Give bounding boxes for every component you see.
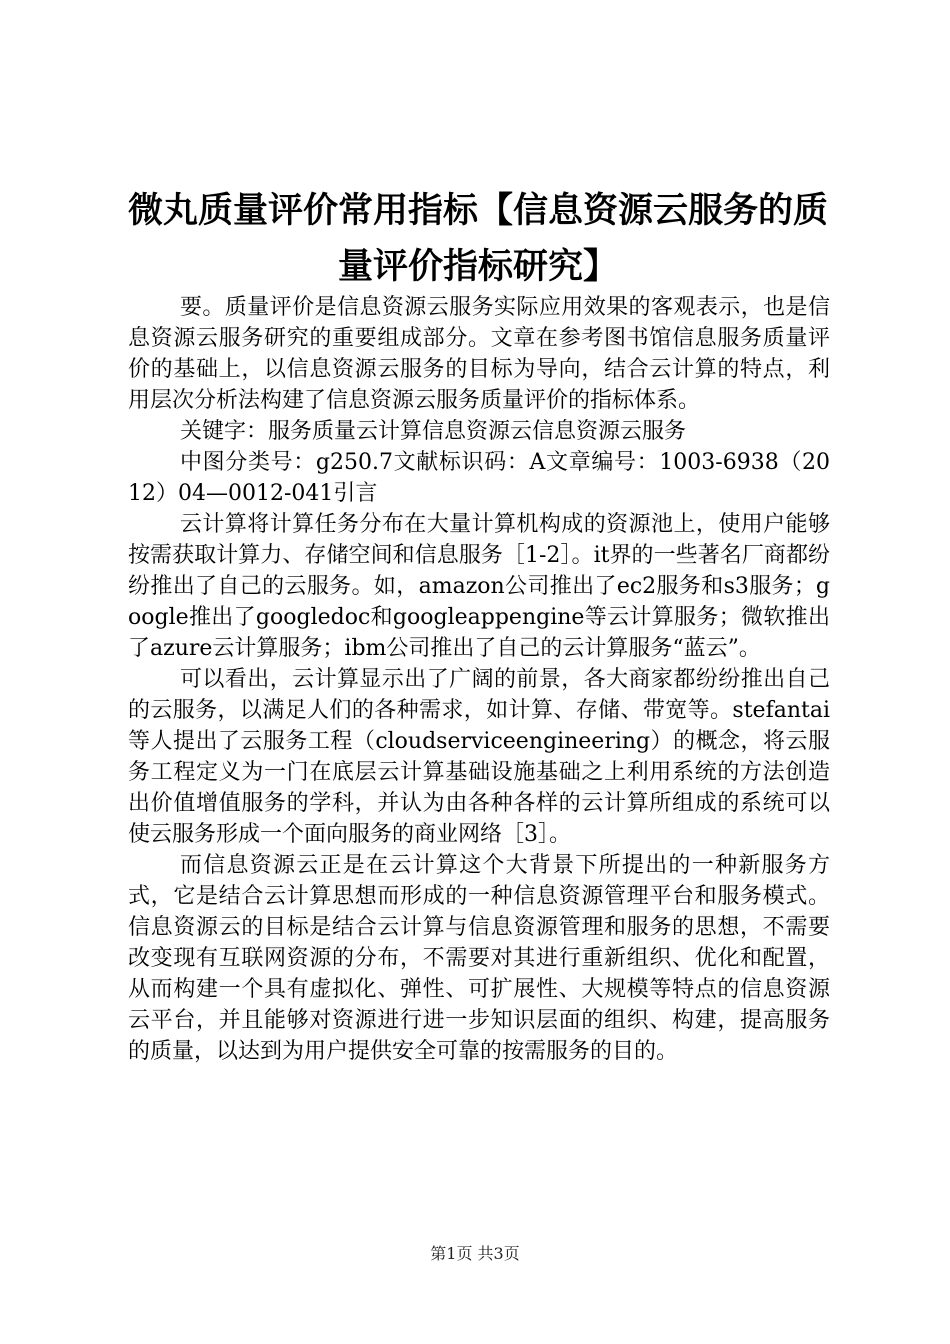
document-title: 微丸质量评价常用指标【信息资源云服务的质量评价指标研究】 [127,191,828,287]
classification-paragraph: 中图分类号：g250.7文献标识码：A文章编号：1003-6938（2012）04—0012-041引言 [128,450,830,506]
body-paragraph: 云计算将计算任务分布在大量计算机构成的资源池上，使用户能够按需获取计算力、存储空间和信息服务［1-2］。it界的一些著名厂商都纷纷推出了自己的云服务。如，amazon公司推出了ec2服务和s3服务；google推出了googledoc和googleappengine等云计算服务；微软推出了azure云计算服务；ibm公司推出了自己的云计算服务“蓝云”。 [128,512,830,661]
document-body [128,292,830,1067]
body-paragraph: 而信息资源云正是在云计算这个大背景下所提出的一种新服务方式，它是结合云计算思想而形成的一种信息资源管理平台和服务模式。信息资源云的目标是结合云计算与信息资源管理和服务的思想，不需要改变现有互联网资源的分布，不需要对其进行重新组织、优化和配置，从而构建一个具有虚拟化、弹性、可扩展性、大规模等特点的信息资源云平台，并且能够对资源进行进一步知识层面的组织、构建，提高服务的质量，以达到为用户提供安全可靠的按需服务的目的。 [128,853,830,1064]
abstract-paragraph: 要。质量评价是信息资源云服务实际应用效果的客观表示，也是信息资源云服务研究的重要组成部分。文章在参考图书馆信息服务质量评价的基础上，以信息资源云服务的目标为导向，结合云计算的特点，利用层次分析法构建了信息资源云服务质量评价的指标体系。 [128,295,830,413]
keywords-paragraph: 关键字：服务质量云计算信息资源云信息资源云服务 [180,419,687,444]
body-paragraph: 可以看出，云计算显示出了广阔的前景，各大商家都纷纷推出自己的云服务，以满足人们的各种需求，如计算、存储、带宽等。stefantai等人提出了云服务工程（cloudserviceengineering）的概念，将云服务工程定义为一门在底层云计算基础设施基础之上利用系统的方法创造出价值增值服务的学科，并认为由各种各样的云计算所组成的系统可以使云服务形成一个面向服务的商业网络［3］。 [128,667,830,847]
page-number-footer: 第1页 共3页 [430,1244,520,1263]
